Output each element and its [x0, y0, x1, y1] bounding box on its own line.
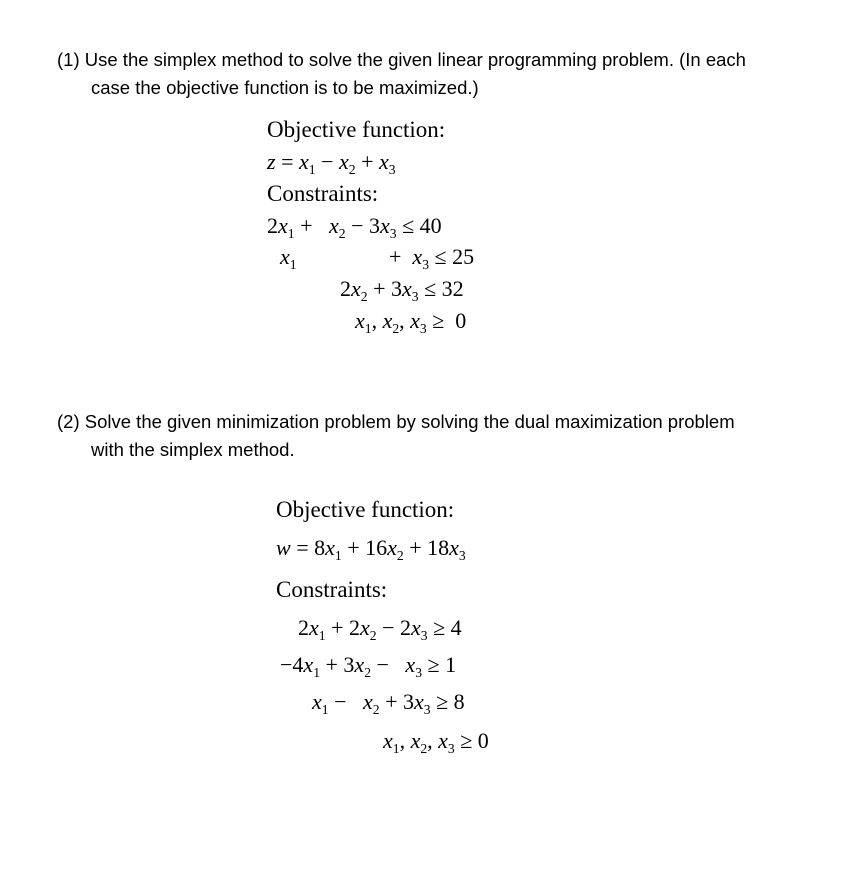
problem-2-constraint-3: $x_1 - x_2 + 3x_3 \ge 8$ [312, 689, 465, 717]
problem-2-number: (2) [57, 411, 80, 432]
problem-1-objective-label: Objective function: [267, 117, 446, 142]
problem-1-objective: $z = x_1 - x_2 + x_3$ [267, 149, 396, 177]
problem-2-constraint-2: $-4x_1 + 3x_2 - x_3 \ge 1$ [280, 652, 457, 680]
problem-1-text-line-1: Use the simplex method to solve the given linear programming problem. (In each [84, 49, 746, 70]
problem-1-constraints-label: Constraints: [267, 181, 379, 206]
problem-2-text-line-1: Solve the given minimization problem by solving the dual maximization problem [84, 411, 735, 432]
problem-1-constraint-2-rhs: + $x_3 \le 25$ [389, 244, 475, 272]
problem-2-text-line-2: with the simplex method. [91, 439, 295, 460]
problem-1-text-line-2: case the objective function is to be maximized.) [91, 77, 479, 98]
problem-2-nonnegativity: $x_1$, $x_2$, $x_3 \ge 0$ [383, 728, 489, 756]
problem-1-number: (1) [57, 49, 80, 70]
problem-2-objective-label: Objective function: [276, 497, 455, 522]
problem-1-constraint-2: $x_1$ [280, 244, 297, 272]
problem-1-constraint-3: $2x_2 + 3x_3 \le 32$ [340, 276, 464, 304]
problem-2-constraints-label: Constraints: [276, 577, 388, 602]
problem-1-nonnegativity: $x_1$, $x_2$, $x_3 \ge 0$ [355, 308, 467, 336]
problem-2-constraint-1: $2x_1 + 2x_2 - 2x_3 \ge 4$ [298, 615, 462, 643]
problem-1-constraint-1: $2x_1 + x_2 - 3x_3 \le 40$ [267, 213, 442, 241]
problem-2-objective: $w = 8x_1 + 16x_2 + 18x_3$ [276, 535, 466, 563]
